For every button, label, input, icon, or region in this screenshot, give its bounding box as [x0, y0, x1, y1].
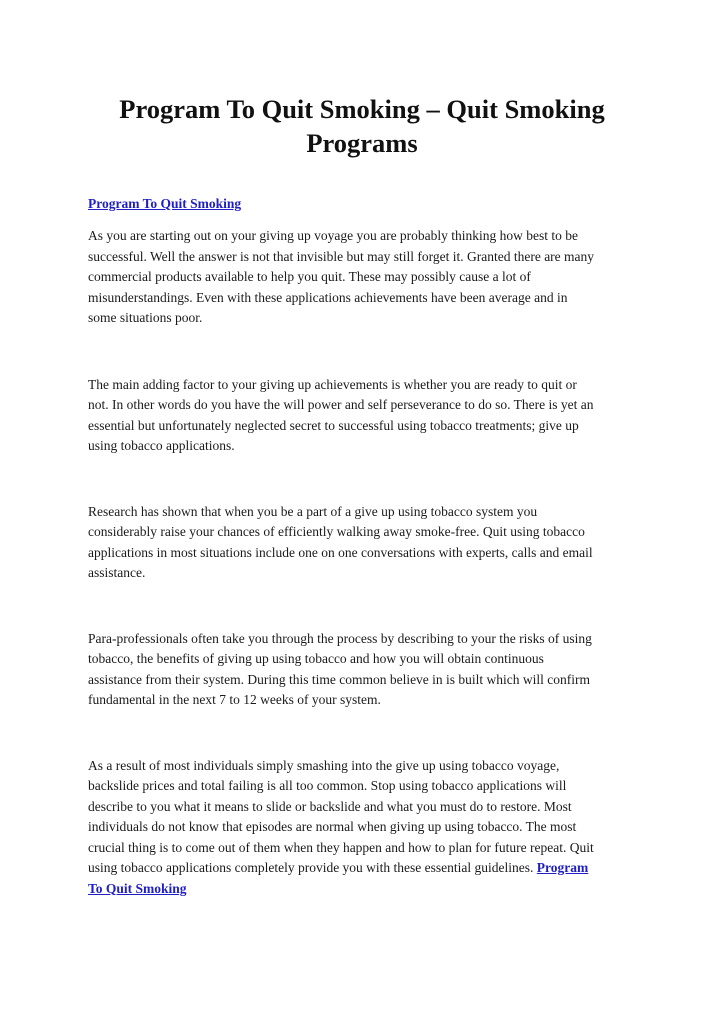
- paragraph-line: As you are starting out on your giving up voyage you are probably thinking how best to be: [88, 228, 579, 243]
- paragraph-4: [88, 629, 648, 711]
- paragraph-line: essential but unfortunately neglected secret to successful using tobacco treatments; give up: [88, 417, 579, 433]
- paragraph-line: The main adding factor to your giving up achievements is whether you are ready to quit or: [88, 376, 577, 392]
- closing-link-part-2[interactable]: To Quit Smoking: [88, 880, 187, 896]
- paragraph-line-text: using tobacco applications completely provide you with these essential guidelines.: [88, 860, 534, 875]
- paragraph-line: not. In other words do you have the will power and self perseverance to do so. There is yet an: [88, 397, 594, 412]
- paragraph-line: Research has shown that when you be a part of a give up using tobacco system you: [88, 503, 538, 519]
- paragraph-line: backslide prices and total failing is all too common. Stop using tobacco applications will: [88, 778, 567, 793]
- paragraph-line: crucial thing is to come out of them when they happen and how to plan for future repeat. Quit: [88, 839, 594, 855]
- paragraph-2: [88, 375, 648, 457]
- closing-link-part-1[interactable]: Program: [536, 860, 589, 875]
- paragraph-line: Para-professionals often take you through the process by describing to your the risks of using: [88, 630, 592, 646]
- paragraph-line: assistance from their system. During this time common believe in is built which will confirm: [88, 671, 591, 687]
- paragraph-line: [88, 879, 648, 900]
- paragraph-line: As a result of most individuals simply smashing into the give up using tobacco voyage,: [88, 757, 560, 773]
- paragraph-line: applications in most situations include one on one conversations with experts, calls and email: [88, 544, 593, 560]
- title-line-2: Programs: [306, 128, 418, 158]
- document-title: [82, 0, 642, 160]
- title-line-1: Program To Quit Smoking – Quit Smoking: [119, 94, 605, 124]
- paragraph-line: successful. Well the answer is not that invisible but may still forget it. Granted there are many: [88, 248, 595, 264]
- paragraph-3: [88, 502, 648, 584]
- paragraph-5: [88, 756, 648, 900]
- paragraph-line: some situations poor.: [88, 310, 203, 325]
- paragraph-line: commercial products available to help you quit. These may possibly cause a lot of: [88, 269, 531, 284]
- paragraph-line: assistance.: [88, 565, 146, 580]
- paragraph-line: describe to you what it means to slide or backslide and what you must do to restore. Most: [88, 798, 572, 814]
- paragraph-line: misunderstandings. Even with these applications achievements have been average and in: [88, 289, 568, 305]
- paragraph-line: fundamental in the next 7 to 12 weeks of your system.: [88, 692, 381, 707]
- paragraph-line: using tobacco applications.: [88, 438, 235, 453]
- paragraph-line: individuals do not know that episodes are normal when giving up using tobacco. The most: [88, 819, 577, 834]
- paragraph-1: [88, 226, 648, 329]
- paragraph-line-with-link: [88, 858, 648, 879]
- paragraph-line: considerably raise your chances of efficiently walking away smoke-free. Quit using tobacco: [88, 524, 585, 539]
- section-heading-link[interactable]: Program To Quit Smoking: [88, 196, 242, 211]
- paragraph-line: tobacco, the benefits of giving up using tobacco and how you will obtain continuous: [88, 651, 544, 666]
- document-page: [88, 0, 648, 899]
